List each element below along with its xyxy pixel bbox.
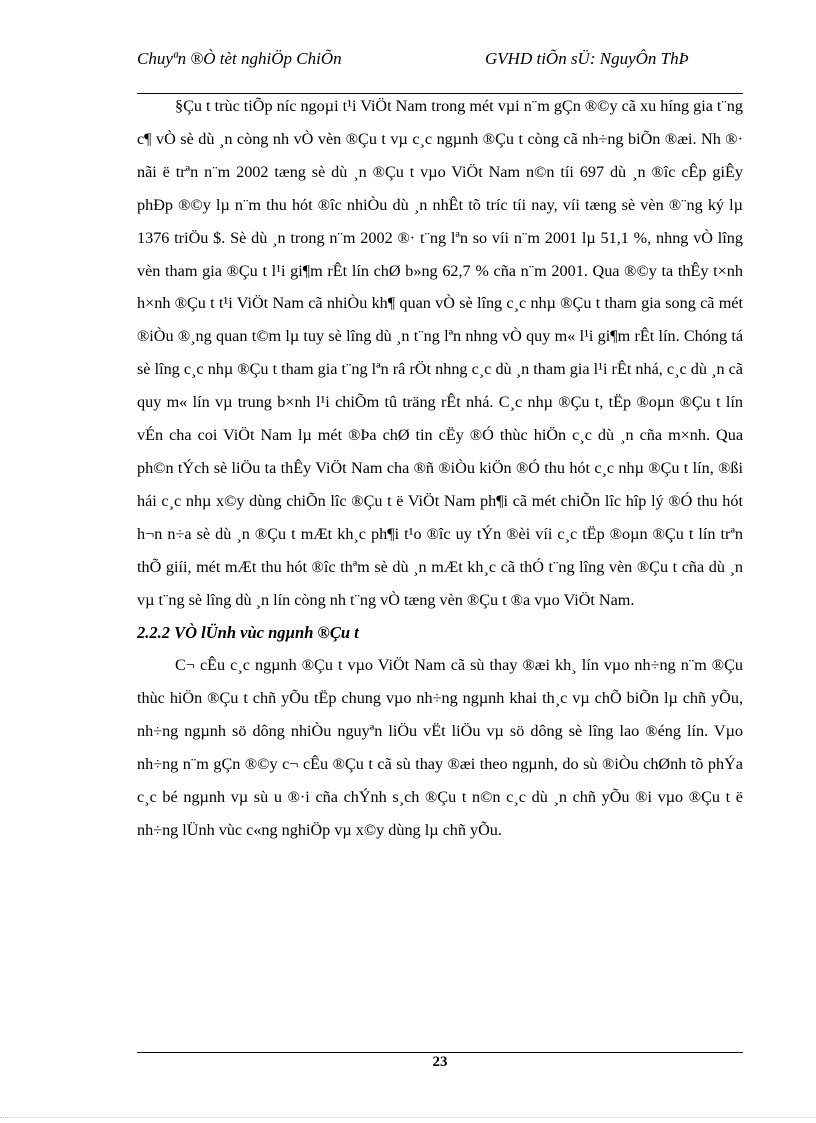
body-text <box>137 90 743 847</box>
page-bottom-border <box>0 1117 816 1118</box>
paragraph-fdi-overview: §Çu t trùc tiÕp níc ngoµi t¹i ViÖt Nam trong mét vµi n¨m gÇn ®©y cã xu híng gia t¨ng c¶ vÒ sè dù ¸n còng nh vÒ vèn ®Çu t vµ c¸c ngµnh ®Çu t còng cã nh÷ng biÕn ®æi. Nh ®· nãi ë trªn n¨m 2002 tæng sè dù ¸n ®Çu t vµo ViÖt Nam n©n tíi 697 dù ¸n ®îc cÊp giÊy phÐp ®©y lµ n¨m thu hót ®îc nhiÒu dù ¸n nhÊt tõ tríc tíi nay, víi tæng sè vèn ®¨ng ký lµ 1376 triÖu $. Sè dù ¸n trong n¨m 2002 ®· t¨ng lªn so víi n¨m 2001 lµ 51,1 %, nhng vÒ lîng vèn tham gia ®Çu t l¹i gi¶m rÊt lín chØ b»ng 62,7 % cña n¨m 2001. Qua ®©y ta thÊy t×nh h×nh ®Çu t t¹i ViÖt Nam cã nhiÒu kh¶ quan vÒ sè lîng c¸c nhµ ®Çu t tham gia song cã mét ®iÒu ®¸ng quan t©m lµ tuy sè lîng dù ¸n t¨ng lªn nhng vÒ quy m« l¹i gi¶m rÊt lín. Chóng tá sè lîng c¸c nhµ ®Çu t tham gia t¨ng lªn râ rÖt nhng c¸c dù ¸n tham gia l¹i rÊt nhá, c¸c dù ¸n cã quy m« lín vµ trung b×nh l¹i chiÕm tû träng rÊt nhá. C¸c nhµ ®Çu t, tËp ®oµn ®Çu t lín vÉn cha coi ViÖt Nam lµ mét ®Þa chØ tin cËy ®Ó thùc hiÖn c¸c dù ¸n cña m×nh. Qua ph©n tÝch sè liÖu ta thÊy ViÖt Nam cha ®ñ ®iÒu kiÖn ®Ó thu hót c¸c nhµ ®Çu t lín, ®ßi hái c¸c nhµ x©y dùng chiÕn lîc ®Çu t ë ViÖt Nam ph¶i cã mét chiÕn lîc hîp lý ®Ó thu hót h¬n n÷a sè dù ¸n ®Çu t mÆt kh¸c ph¶i t¹o ®îc uy tÝn ®èi víi c¸c tËp ®oµn ®Çu t lín trªn thÕ giíi, mét mÆt thu hót ®îc thªm sè dù ¸n mÆt kh¸c cã thÓ t¨ng lîng vèn ®Çu t cña dù ¸n vµ t¨ng sè lîng dù ¸n lín còng nh t¨ng vÒ tæng vèn ®Çu t ®a vµo ViÖt Nam. <box>137 97 743 609</box>
section-heading: 2.2.2 VÒ lÜnh vùc ngµnh ®Çu t <box>137 622 359 642</box>
header-right-text: GVHD tiÕn sÜ: NguyÔn ThÞ <box>485 49 689 68</box>
footer-rule <box>137 1052 743 1053</box>
header-left-text: Chuyªn ®Ò tèt nghiÖp ChiÕn <box>137 49 342 68</box>
paragraph-sector-structure: C¬ cÊu c¸c ngµnh ®Çu t vµo ViÖt Nam cã sù thay ®æi kh¸ lín vµo nh÷ng n¨m ®Çu thùc hiÖn ®Çu t chñ yÕu tËp chung vµo nh÷ng ngµnh khai th¸c vµ chÕ biÕn lµ chñ yÕu, nh÷ng ngµnh sö dông nhiÒu nguyªn liÖu vËt liÖu vµ sö dông sè lîng lao ®éng lín. Vµo nh÷ng n¨m gÇn ®©y c¬ cÊu ®Çu t cã sù thay ®æi theo ngµnh, do sù ®iÒu chØnh tõ phÝa c¸c bé ngµnh vµ sù u ®·i cña chÝnh s¸ch ®Çu t n©n c¸c dù ¸n chñ yÕu ®i vµo ®Çu t ë nh÷ng lÜnh vùc c«ng nghiÖp vµ x©y dùng lµ chñ yÕu. <box>137 656 743 839</box>
page-number: 23 <box>432 1054 448 1070</box>
